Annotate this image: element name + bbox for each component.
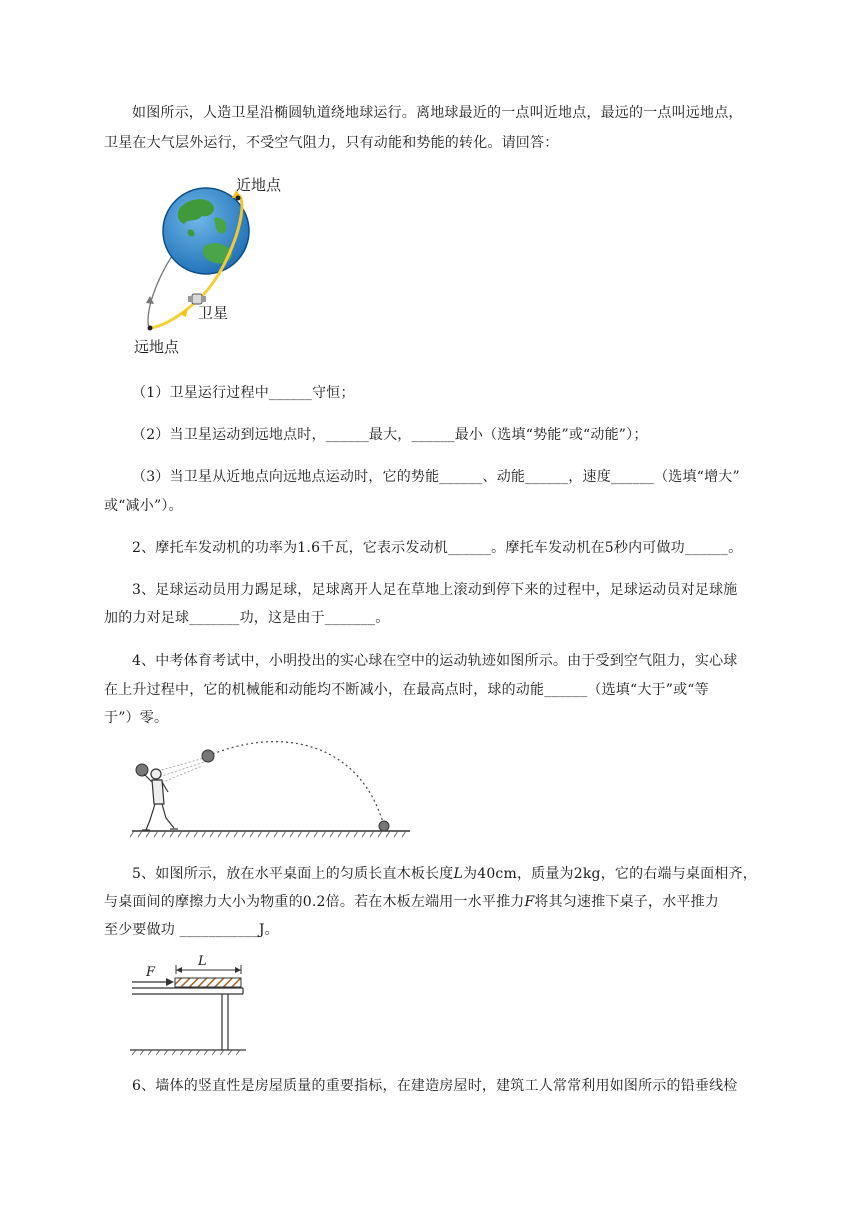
q5-line-3: 至少要做功 ___________J。 (104, 922, 279, 938)
floor-hatching (132, 1050, 240, 1055)
length-arrow-right (235, 967, 241, 973)
q5-line-1-part-a: 5、如图所示，放在水平桌面上的匀质长直木板长度 (132, 866, 454, 882)
perigee-point (236, 196, 241, 201)
length-arrow-left (176, 967, 182, 973)
intro-line-1: 如图所示，人造卫星沿椭圆轨道绕地球运行。离地球最近的一点叫近地点，最远的一点叫远地点， (132, 105, 743, 121)
q5-var-l: L (453, 866, 464, 882)
q6-line-1: 6、墙体的竖直性是房屋质量的重要指标，在建造房屋时，建筑工人常常利用如图所示的铅垂线检 (132, 1078, 738, 1094)
ball-trajectory (208, 742, 384, 826)
q1-part-3-line-1: （3）当卫星从近地点向远地点运动时，它的势能______、动能______，速度______（选填“增大” (132, 469, 740, 485)
q4-line-2: 在上升过程中，它的机械能和动能均不断减小，在最高点时，球的动能______（选填“大于”或“等 (104, 682, 709, 698)
apogee-label: 远地点 (134, 338, 180, 356)
shot-put-figure (128, 738, 410, 838)
q5-line-1-part-b: 为40cm，质量为2kg，它的右端与桌面相齐， (463, 866, 757, 882)
athlete-figure (142, 769, 178, 830)
force-arrow-head (166, 978, 174, 986)
q1-part-3-line-2: 或“减小”）。 (104, 498, 183, 514)
q5-var-f: F (524, 894, 535, 910)
ball-landing (379, 821, 389, 831)
q5-line-2 (104, 887, 804, 917)
ground-hatching (130, 831, 406, 837)
q5-line-2-part-a: 与桌面间的摩擦力大小为物重的0.2倍。若在木板左端用一水平推力 (104, 894, 525, 910)
q3-line-2: 加的力对足球_______功，这是由于_______。 (104, 610, 390, 626)
q3-line-1: 3、足球运动员用力踢足球，足球离开人足在草地上滚动到停下来的过程中，足球运动员对足球施 (132, 582, 738, 598)
wooden-board (175, 978, 241, 987)
q5-line-2-part-b: 将其匀速推下桌子，水平推力 (534, 894, 719, 910)
q1-part-1: （1）卫星运行过程中______守恒； (132, 385, 355, 401)
force-label: F (146, 965, 156, 980)
intro-line-2: 卫星在大气层外运行，不受空气阻力，只有动能和势能的转化。请回答： (104, 135, 559, 151)
q4-line-3: 于”）零。 (104, 710, 169, 726)
q2-text: 2、摩托车发动机的功率为1.6千瓦，它表示发动机______。摩托车发动机在5秒内可做功______。 (132, 540, 743, 556)
length-label: L (198, 954, 207, 969)
satellite-label: 卫星 (198, 304, 229, 322)
satellite-orbit-figure (128, 168, 268, 358)
q4-line-1: 4、中考体育考试中，小明投出的实心球在空中的运动轨迹如图所示。由于受到空气阻力，实心球 (132, 653, 738, 669)
ball-in-hand (136, 764, 148, 776)
q5-line-1 (104, 859, 804, 889)
apogee-point (148, 326, 153, 331)
perigee-label: 近地点 (236, 176, 282, 194)
ball-release (202, 750, 214, 762)
q1-part-2: （2）当卫星运动到远地点时，______最大，______最小（选填“势能”或“动能”）； (132, 427, 648, 443)
